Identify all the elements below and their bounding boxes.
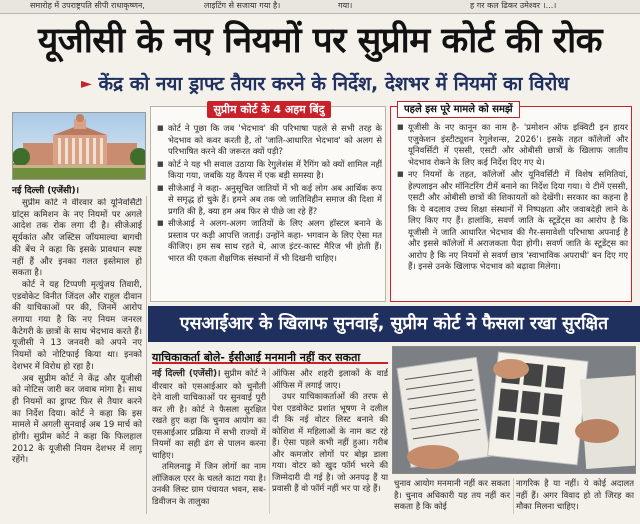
left-article [12,198,142,504]
points-box-title: सुप्रीम कोर्ट के 4 अहम बिंदु [207,101,331,118]
strip-mid-text: लाइटिंग से सजाया गया है। [204,1,281,10]
sir-col-1-text: सुप्रीम कोर्ट ने वीरवार को एसआईआर को चुनौती देने वाली याचिकाओं पर सुनवाई पूरी कर ली है। कोर्ट ने फैसला सुरक्षित रखते हुए कहा कि चुनाव आयोग का एसआईआर प्रक्रिया में सभी राज्यों में नियमों का सही ढंग से पालन करना चाहिए। [152,368,266,460]
sir-col-4 [516,478,634,518]
sir-col-2-text2: उधर याचिकाकर्ताओं की तरफ से पेश एडवोकेट प्रशांत भूषण ने दलील दी कि नई वोटर लिस्ट बनाने की कोशिश में महिलाओं के नाम कट रहे हैं। ऐसा पहले कभी नहीं हुआ। गरीब और कमजोर लोगों पर बोझ डाला गया। वोटर को खुद फॉर्म भरने की जिम्मेदारी दी गई है। जो अनपढ़ हैं या प्रवासी हैं वो फॉर्म नहीं भर पा रहे हैं। [272,391,388,493]
explainer-box [390,106,632,302]
explainer-title: पहले इस पूरे मामले को समझें [397,101,520,118]
sir-col-4-text: नागरिक है या नहीं। ये कोई अदालत नहीं हैं। अगर विवाद हो तो जिरह का मौका मिलना चाहिए। [516,478,634,511]
top-strip [0,0,640,14]
left-article-para: सुप्रीम कोर्ट ने वीरवार को यूनिवर्सिटी ग्रांट्स कमिशन के नए नियमों पर अगले आदेश तक रोक लगा दी है। सीजेआई सूर्यकांत और जस्टिस जॉयमाल्या बागची की बेंच ने कहा कि इसके प्रावधान स्पष्ट नहीं हैं और इनका गलत इस्तेमाल हो सकता है। [12,198,142,279]
column-divider [513,478,514,514]
sir-col-2-text: ऑफिस और शहरी इलाकों के वार्ड ऑफिस में लगाई जाए। [272,368,388,390]
sir-col-3 [394,478,510,518]
sub-headline-text: केंद्र को नया ड्राफ्ट तैयार करने के निर्देश, देशभर में नियमों का विरोध [98,73,569,95]
explainer-list [396,122,628,300]
sir-article-title [152,346,388,364]
left-article-para: अब सुप्रीम कोर्ट ने केंद्र और यूजीसी को नोटिस जारी कर जवाब मांगा है। साथ ही नियमों का ड्राफ्ट फिर से तैयार करने का निर्देश दिया। कोर्ट ने कहा कि इस मामले में अगली सुनवाई अब 19 मार्च को होगी। सुप्रीम कोर्ट ने कहा कि फिलहाल 2012 के यूजीसी नियम देशभर में लागू रहेंगे। [12,373,142,466]
strip-far-right-text: ह गर कल ढिकर उमेश्वर ।...। [470,1,557,10]
point-item: ■ सीजेआई ने कहा- अनुसूचित जातियों में भी कई लोग अब आर्थिक रूप से समृद्ध हो चुके हैं। हमने अब तक जो जातिविहीन समाज की दिशा में प्रगति की है, क्या हम अब फिर से पीछे जा रहे हैं? [156,183,382,218]
point-item: ■ सीजेआई ने अलग-अलग जातियों के लिए अलग हॉस्टल बनाने के प्रस्ताव पर कड़ी आपत्ति जताई। उन्होंने कहा- भगवान के लिए ऐसा मत कीजिए। हम सब साथ रहते थे, आज इंटर-कास्ट मैरिज भी होती हैं। भारत की एकता शैक्षणिक संस्थानों में भी दिखनी चाहिए। [156,218,382,264]
point-item: ■ कोर्ट ने पूछा कि जब 'भेदभाव' की परिभाषा पहले से सभी तरह के भेदभाव को कवर करती है, तो 'जाति-आधारित भेदभाव' को अलग से परिभाषित करने की जरूरत क्यों पड़ी? [156,123,382,158]
photo-caption: नई दिल्ली (एजेंसी)। [12,186,79,196]
voter-forms-icon [393,347,636,474]
column-divider [146,196,147,514]
sir-banner-text: एसआईआर के खिलाफ सुनवाई, सुप्रीम कोर्ट ने फैसला रखा सुरक्षित [179,314,609,334]
sir-col-2 [272,368,388,508]
points-box [150,103,386,302]
explainer-item: ■ यूजीसी के नए कानून का नाम है- 'प्रमोशन ऑफ इक्विटी इन हायर एजुकेशन इंस्टीट्यूशन रेगुलेशन्स, 2026'। इसके तहत कॉलेजों और यूनिवर्सिटी में एससी, एसटी और ओबीसी छात्रों के खिलाफ जातीय भेदभाव रोकने के लिए कई निर्देश दिए गए थे। [396,122,628,168]
supreme-court-photo [12,112,146,180]
sir-col-3-text: चुनाव आयोग मनमानी नहीं कर सकता है। चुनाव अधिकारी यह तय नहीं कर सकता है कि कोई [394,478,510,511]
voter-forms-photo [392,346,636,474]
sir-col-1-text2: तमिलनाडु में जिन लोगों का नाम लॉजिकल एरर के चलते काटा गया है। उनकी लिस्ट ग्राम पंचायत भवन, सब-डिवीजन के तालुका [152,461,266,506]
column-divider [269,368,270,514]
sir-banner [148,306,640,342]
point-item: ■ कोर्ट ने यह भी सवाल उठाया कि रेगुलेशंस में रैगिंग को क्यों शामिल नहीं किया गया, जबकि यह कैंपस में एक बड़ी समस्या है। [156,159,382,182]
sir-dateline: नई दिल्ली (एजेंसी)। [152,369,221,379]
supreme-court-building-icon [13,113,146,180]
sir-article-title-text: याचिकाकर्ता बोले- ईसीआई मनमानी नहीं कर सकता [152,351,361,364]
strip-right-text: गया। [338,1,353,10]
explainer-item: ■ नए नियमों के तहत, कॉलेजों और यूनिवर्सिटी में विशेष समितियां, हेल्पलाइन और मॉनिटरिंग टीमें बनाने का निर्देश दिया गया। ये टीमें एससी, एसटी और ओबीसी छात्रों की शिकायतों को देखेंगी। सरकार का कहना है कि ये बदलाव उच्च शिक्षा संस्थानों में निष्पक्षता और जवाबदेही लाने के लिए किए गए हैं। हालांकि, सवर्ण जाति के स्टूडेंट्स का आरोप है कि यूजीसी ने जाति आधारित भेदभाव की गैर-समावेशी परिभाषा अपनाई है और इससे कॉलेजों में अराजकता पैदा होगी। सवर्ण जाति के स्टूडेंट्स का आरोप है कि नए नियमों से सवर्ण छात्र 'स्वाभाविक अपराधी' बन दिए गए हैं। इनसे उनके खिलाफ भेदभाव को बढ़ावा मिलेगा। [396,169,628,273]
main-headline: यूजीसी के नए नियमों पर सुप्रीम कोर्ट की रोक [37,21,603,61]
sub-headline [30,70,620,96]
points-list [156,123,382,299]
subhead-icon: ► [81,76,92,92]
strip-left-text: समारोह में उपराष्ट्रपति सीपी राधाकृष्णन, [30,1,145,10]
sir-col-1 [152,368,266,508]
left-article-para: कोर्ट ने यह टिप्पणी मृत्युंजय तिवारी, एडवोकेट विनीत जिंदल और राहुल दीवान की याचिकाओं पर की, जिनमें आरोप लगाया गया है कि नए नियम जनरल कैटेगरी के छात्रों के साथ भेदभाव करते हैं। यूजीसी ने 13 जनवरी को अपने नए नियमों को नोटिफाई किया था। इनको देशभर में विरोध हो रहा है। [12,279,142,372]
